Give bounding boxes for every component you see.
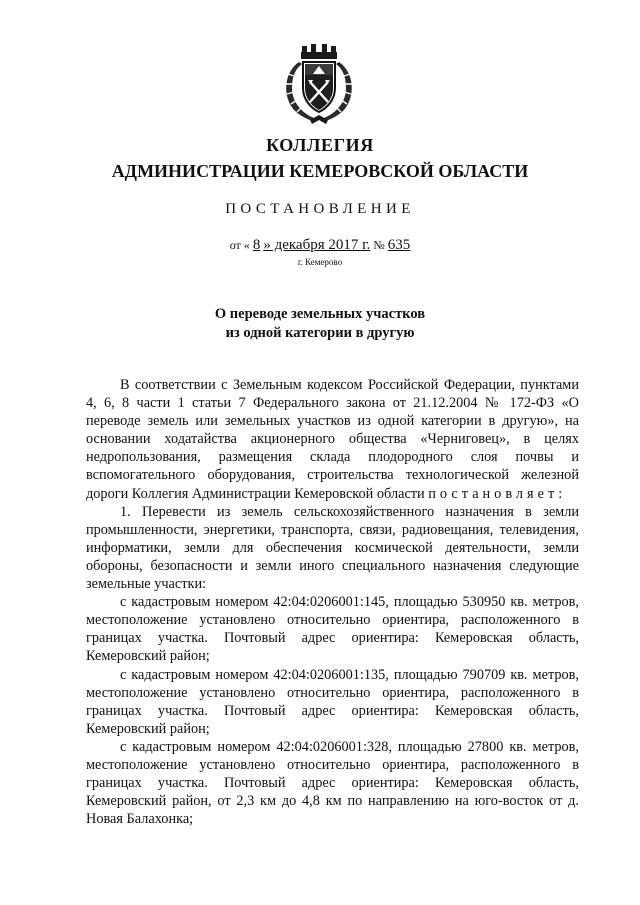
date-month-year: » декабря 2017 г. [263, 237, 371, 253]
administration-title: АДМИНИСТРАЦИИ КЕМЕРОВСКОЙ ОБЛАСТИ [111, 161, 529, 181]
number-sign: № [373, 238, 385, 252]
resolves-word: постановляет: [428, 485, 567, 502]
land-plot-135-paragraph: с кадастровым номером 42:04:0206001:135, площадью 790709 кв. метров, местоположение установлено относительно ориентира, расположенного в границах участка. Почтовый адрес ориентира: Кемеровская область, Кемеровский район; [86, 666, 579, 737]
land-plot-145-paragraph: с кадастровым номером 42:04:0206001:145, площадью 530950 кв. метров, местоположение установлено относительно ориентира, расположенного в границах участка. Почтовый адрес ориентира: Кемеровская область, Кемеровский район; [86, 594, 579, 665]
subject-line-2: из одной категории в другую [225, 325, 415, 341]
date-line [0, 236, 640, 254]
clause-1-paragraph: 1. Перевести из земель сельскохозяйственного назначения в земли промышленности, энергетики, транспорта, связи, радиовещания, телевидения, информатики, земли для обеспечения космической деятельности, земли обороны, безопасности и земли иного специального назначения следующие земельные участки: [86, 503, 579, 593]
date-day: 8 [252, 237, 261, 253]
document-number: 635 [387, 237, 411, 253]
coat-of-arms-icon [280, 44, 358, 126]
document-body [86, 376, 579, 828]
collegium-title: КОЛЛЕГИЯ [266, 135, 374, 155]
coat-of-arms-emblem [280, 44, 358, 126]
document-type: ПОСТАНОВЛЕНИЕ [225, 201, 415, 217]
date-prefix: от « [229, 238, 250, 252]
preamble-paragraph [86, 376, 579, 503]
land-plot-328-paragraph: с кадастровым номером 42:04:0206001:328, площадью 27800 кв. метров, местоположение установлено относительно ориентира, расположенного в границах участка. Почтовый адрес ориентира: Кемеровская область, Кемеровский район, от 2,3 км до 4,8 км по направлению на юго-восток от д. Новая Балахонка; [86, 738, 579, 828]
subject-line-1: О переводе земельных участков [214, 306, 426, 322]
city-label: г. Кемерово [297, 257, 343, 267]
preamble-text: В соответствии с Земельным кодексом Российской Федерации, пунктами 4, 6, 8 части 1 статьи 7 Федерального закона от 21.12.2004 № 172-ФЗ «О переводе земель или земельных участков из одной категории в другую», на основании ходатайства акционерного общества «Черниговец», в целях недропользования, размещения склада плодородного слоя почвы и вспомогательного оборудования, строительства технологической железной дороги Коллегия Администрации Кемеровской области [86, 377, 579, 502]
